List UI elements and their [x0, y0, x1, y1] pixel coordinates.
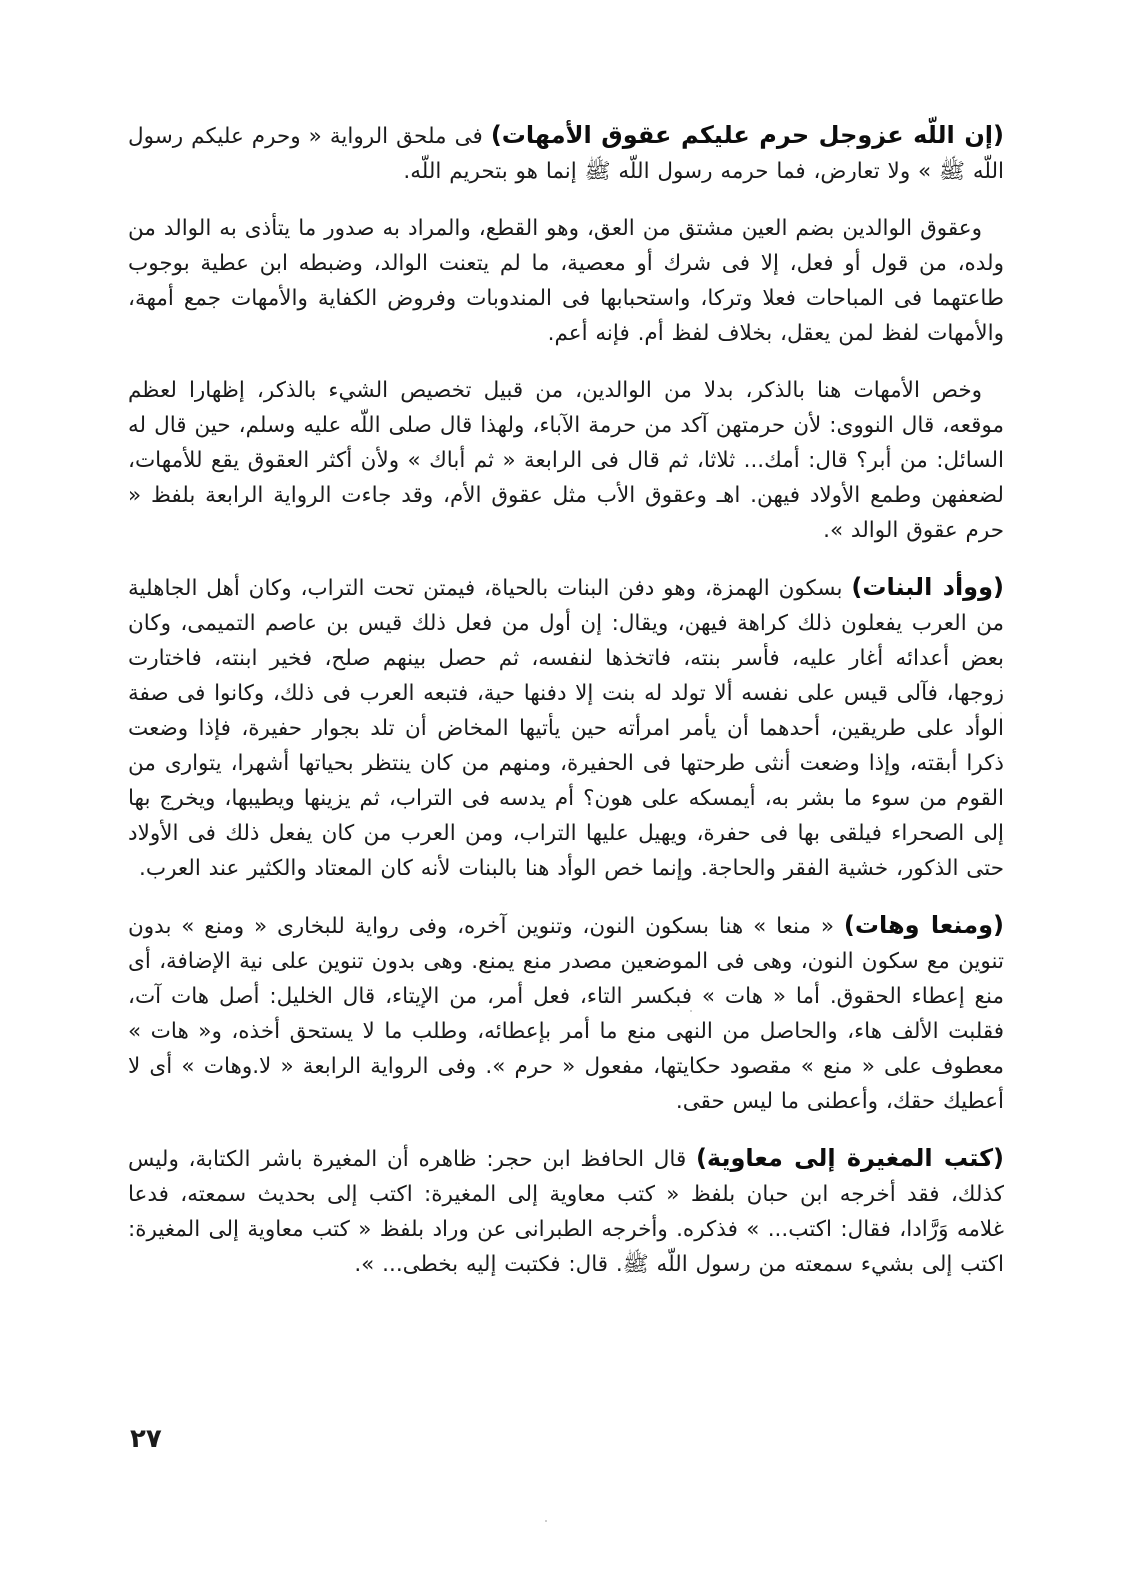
term-heading: (ووأد البنات)	[851, 573, 1004, 601]
paragraph-withholding	[128, 908, 1004, 1119]
paragraph-text: قال الحافظ ابن حجر: ظاهره أن المغيرة باشر الكتابة، وليس كذلك، فقد أخرجه ابن حبان بلفظ « كتب معاوية إلى المغيرة: اكتب إلى بحديث سمعته، فدعا غلامه وَرَّادا، فقال: اكتب... » فذكره. وأخرجه الطبرانى عن وراد بلفظ « كتب معاوية إلى المغيرة: اكتب إلى بشيء سمعته من رسول اللّه ﷺ. قال: فكتبت إليه بخطى... ».	[128, 1147, 1004, 1277]
paragraph-mughira-letter	[128, 1141, 1004, 1282]
page-number: ٢٧	[130, 1424, 162, 1454]
term-heading: (ومنعا وهات)	[843, 911, 1004, 939]
paragraph-disobedience	[128, 211, 1004, 351]
paragraph-burying-daughters	[128, 570, 1004, 886]
scan-speck	[1000, 712, 1002, 714]
paragraph-text: فى ملحق الرواية « وحرم عليكم رسول اللّه ﷺ » ولا تعارض، فما حرمه رسول اللّه ﷺ إنما هو بتحريم اللّه.	[128, 124, 1004, 184]
paragraph-mothers	[128, 118, 1004, 189]
paragraph-text: « منعا » هنا بسكون النون، وتنوين آخره، وفى رواية للبخارى « ومنع » بدون تنوين مع سكون النون، وهى فى الموضعين مصدر منع يمنع. وهى بدون تنوين على نية الإضافة، أى منع إعطاء الحقوق. أما « هات » فبكسر التاء، فعل أمر، من الإيتاء، قال الخليل: أصل هات آت، فقلبت الألف هاء، والحاصل من النهى منع ما أمر بإعطائه، وطلب ما لا يستحق أخذه، و« هات » معطوف على « منع » مقصود حكايتها، مفعول « حرم ». وفى الرواية الرابعة « لا.وهات » أى لا أعطيك حقك، وأعطنى ما ليس حقى.	[128, 914, 1004, 1114]
paragraph-text: وعقوق الوالدين بضم العين مشتق من العق، وهو القطع، والمراد به صدور ما يتأذى به الوالد من ولده، من قول أو فعل، إلا فى شرك أو معصية، ما لم يتعنت الوالد، وضبطه ابن عطية بوجوب طاعتهما فى المباحات فعلا وتركا، واستحبابها فى المندوبات وفروض الكفاية والأمهات جمع أمهة، والأمهات لفظ لمن يعقل، بخلاف لفظ أم. فإنه أعم.	[128, 216, 1004, 346]
term-heading: (إن اللّه عزوجل حرم عليكم عقوق الأمهات)	[490, 121, 1004, 149]
document-page	[128, 118, 1004, 1304]
scan-speck	[690, 1010, 692, 1012]
paragraph-mothers-emphasis	[128, 373, 1004, 548]
scan-speck	[545, 1520, 547, 1522]
paragraph-text: بسكون الهمزة، وهو دفن البنات بالحياة، فيمتن تحت التراب، وكان أهل الجاهلية من العرب يفعلون ذلك كراهة فيهن، ويقال: إن أول من فعل ذلك قيس بن عاصم التميمى، وكان بعض أعدائه أغار عليه، فأسر بنته، فاتخذها لنفسه، ثم حصل بينهم صلح، فخير ابنته، فاختارت زوجها، فآلى قيس على نفسه ألا تولد له بنت إلا دفنها حية، فتبعه العرب فى ذلك، وكانوا فى صفة الوأد على طريقين، أحدهما أن يأمر امرأته حين يأتيها المخاض أن تلد بجوار حفيرة، فإذا وضعت ذكرا أبقته، وإذا وضعت أنثى طرحتها فى الحفيرة، ومنهم من كان ينتظر بحياتها أشهرا، يتوارى من القوم من سوء ما بشر به، أيمسكه على هون؟ أم يدسه فى التراب، ثم يزينها ويطيبها، ويخرج بها إلى الصحراء فيلقى بها فى حفرة، ويهيل عليها التراب، ومن العرب من كان يفعل ذلك فى الأولاد حتى الذكور، خشية الفقر والحاجة. وإنما خص الوأد هنا بالبنات لأنه كان المعتاد والكثير عند العرب.	[128, 576, 1004, 881]
term-heading: (كتب المغيرة إلى معاوية)	[695, 1144, 1004, 1172]
paragraph-text: وخص الأمهات هنا بالذكر، بدلا من الوالدين، من قبيل تخصيص الشيء بالذكر، إظهارا لعظم موقعه، قال النووى: لأن حرمتهن آكد من حرمة الآباء، ولهذا قال صلى اللّه عليه وسلم، حين قال له السائل: من أبر؟ قال: أمك... ثلاثا، ثم قال فى الرابعة « ثم أباك » ولأن أكثر العقوق يقع للأمهات، لضعفهن وطمع الأولاد فيهن. اهـ وعقوق الأب مثل عقوق الأم، وقد جاءت الرواية الرابعة بلفظ « حرم عقوق الوالد ».	[128, 378, 1004, 543]
